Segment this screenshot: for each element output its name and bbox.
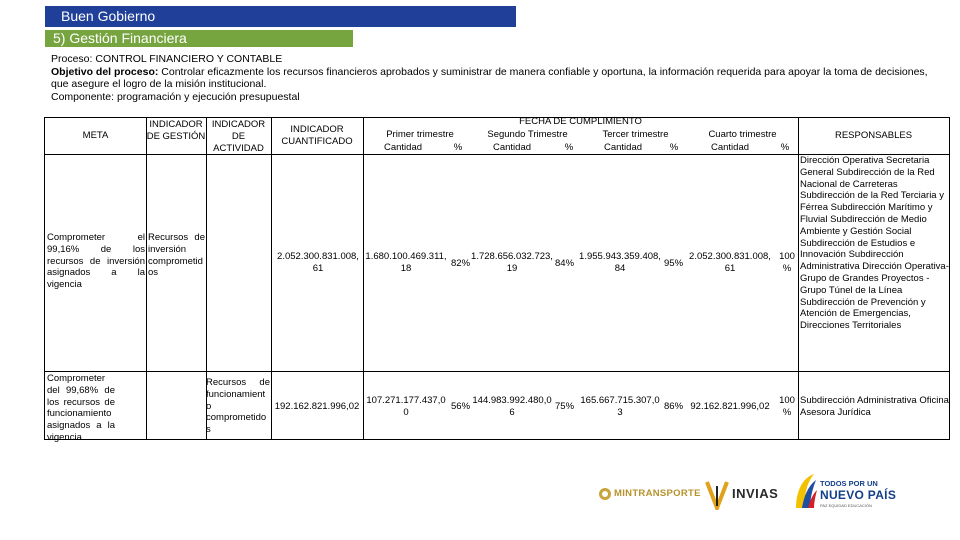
row1-q1-pct: 82% [451, 258, 471, 269]
header-q3: Tercer trimestre [602, 129, 669, 140]
header-q3-pct: % [669, 142, 679, 153]
row2-meta: Comprometer del 99,68% de los recursos de funcionamiento asignados a la vigencia [47, 373, 115, 443]
header-indicador-actividad: INDICADOR DE ACTIVIDAD [211, 119, 266, 154]
row1-meta: Comprometer el 99,16% de los recursos de inversión asignados a la vigencia [47, 232, 145, 291]
section-title: Buen Gobierno [45, 6, 516, 27]
road-icon [704, 480, 730, 510]
objetivo-label: Objetivo del proceso: [51, 65, 159, 78]
row2-q4-pct: 100 % [779, 395, 795, 418]
shield-icon [598, 487, 612, 501]
row2-q3-pct: 86% [664, 401, 684, 412]
componente-label: Componente [51, 90, 112, 103]
row1-cuantificado: 2.052.300.831.008, 61 [277, 251, 359, 274]
row1-q3-cantidad: 1.955.943.359.408, 84 [579, 251, 661, 274]
budget-table [44, 116, 950, 443]
row1-q3-pct: 95% [664, 258, 684, 269]
header-indicador-gestion: INDICADOR DE GESTIÓN [146, 119, 206, 142]
row2-responsables: Subdirección Administrativa Oficina Asesora Jurídica [800, 395, 949, 418]
row2-q2-cantidad: 144.983.992.480,0 6 [472, 395, 552, 418]
grid-line [798, 118, 799, 439]
mintransporte-text: MINTRANSPORTE [614, 488, 701, 499]
header-q1-cantidad: Cantidad [383, 142, 423, 153]
componente-line [51, 91, 941, 104]
flag-icon [792, 472, 818, 512]
header-q4-pct: % [780, 142, 790, 153]
row1-indicador-gestion: Recursos de inversión comprometid os [148, 232, 205, 279]
process-intro [51, 53, 941, 103]
invias-text: INVIAS [732, 486, 779, 501]
proceso-line [51, 53, 941, 66]
header-meta: META [82, 130, 109, 141]
componente-value: : programación y ejecución presupuestal [111, 90, 300, 103]
row2-q3-cantidad: 165.667.715.307,0 3 [580, 395, 660, 418]
row2-q4-cantidad: 92.162.821.996,02 [690, 401, 770, 412]
header-fecha-cumplimiento: FECHA DE CUMPLIMIENTO [519, 116, 642, 127]
header-q2-cantidad: Cantidad [492, 142, 532, 153]
row2-indicador-actividad: Recursos de funcionamient o comprometido s [206, 377, 270, 436]
row1-q2-pct: 84% [555, 258, 575, 269]
nuevo-pais-sub: PAZ EQUIDAD EDUCACIÓN [820, 503, 872, 508]
grid-line [363, 118, 364, 439]
mintransporte-logo [596, 484, 701, 504]
objetivo-value: Controlar eficazmente los recursos financieros aprobados y suministrar de manera confiable y oportuna, la información requerida para apoyar la toma de decisiones, que asegure el logro de la misión institucional. [51, 65, 928, 90]
grid-line [271, 118, 272, 439]
row2-q1-cantidad: 107.271.177.437,0 0 [366, 395, 446, 418]
objetivo-line [51, 66, 941, 91]
header-q3-cantidad: Cantidad [603, 142, 643, 153]
header-q2-pct: % [564, 142, 574, 153]
row2-q2-pct: 75% [555, 401, 575, 412]
header-q2: Segundo Trimestre [487, 129, 568, 140]
section-subtitle: 5) Gestión Financiera [45, 30, 353, 47]
header-responsables: RESPONSABLES [834, 130, 913, 141]
proceso-label: Proceso [51, 53, 90, 65]
row1-q1-cantidad: 1.680.100.469.311, 18 [365, 251, 447, 274]
row1-q2-cantidad: 1.728.656.032.723, 19 [471, 251, 553, 274]
grid-line [45, 371, 949, 372]
nuevo-pais-logo [792, 470, 912, 514]
nuevo-pais-top: TODOS POR UN [820, 479, 878, 488]
invias-logo [704, 478, 784, 514]
row1-responsables: Dirección Operativa Secretaria General Subdirección de la Red Nacional de Carreteras Subdirección de la Red Terciaria y Férrea Subdirección Marítimo y Fluvial Subdirección de Medio Ambiente y Gestión Social Subdirección de Estudios e Innovación Subdirección Administrativa Dirección Operativa- Grupo de Grandes Proyectos - Grupo Túnel de la Línea Subdirección de Prevención y Atención de Emergencias, Direcciones Territoriales [800, 155, 949, 332]
header-q1-pct: % [453, 142, 463, 153]
row1-q4-cantidad: 2.052.300.831.008, 61 [689, 251, 771, 274]
header-indicador-cuantificado: INDICADOR CUANTIFICADO [281, 124, 353, 147]
grid-line [146, 118, 147, 439]
header-q1: Primer trimestre [386, 129, 454, 140]
header-q4: Cuarto trimestre [708, 129, 777, 140]
header-q4-cantidad: Cantidad [710, 142, 750, 153]
row2-cuantificado: 192.162.821.996,02 [274, 401, 360, 412]
proceso-value: : CONTROL FINANCIERO Y CONTABLE [89, 53, 283, 65]
row1-q4-pct: 100 % [779, 251, 795, 274]
row2-q1-pct: 56% [451, 401, 471, 412]
nuevo-pais-main: NUEVO PAÍS [820, 488, 897, 502]
